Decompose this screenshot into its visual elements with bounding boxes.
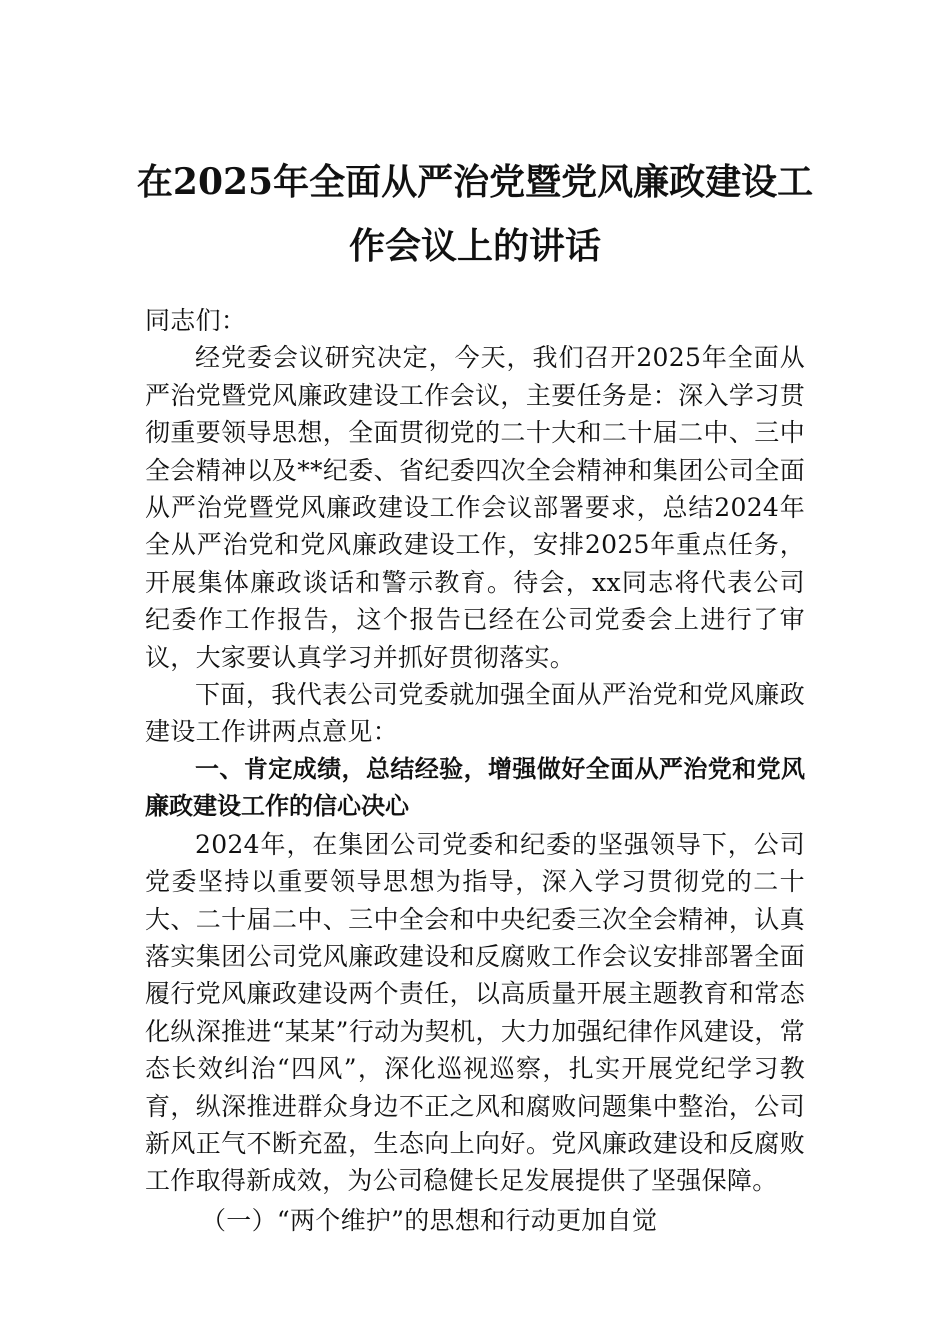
title-line-2: 作会议上的讲话 — [348, 225, 601, 267]
subsection-heading-1: （一）“两个维护”的思想和行动更加自觉 — [201, 1205, 658, 1235]
title-line-1: 在2025年全面从严治党暨党风廉政建设工 — [136, 161, 814, 203]
salutation: 同志们： — [145, 306, 247, 335]
paragraph-achievements: 2024年，在集团公司党委和纪委的坚强领导下，公司党委坚持以重要领导思想为指导，深入学习贯彻党的二十大、二十届二中、三中全会和中央纪委三次全会精神，认真落实集团公司党风廉政建设和反腐败工作会议安排部署全面履行党风廉政建设两个责任，以高质量开展主题教育和常态化纵深推进“某某”行动为契机，大力加强纪律作风建设，常态长效纠治“四风”，深化巡视巡察，扎实开展党纪学习教育，纵深推进群众身边不正之风和腐败问题集中整治，公司新风正气不断充盈，生态向上向好。党风廉政建设和反腐败工作取得新成效，为公司稳健长足发展提供了坚强保障。 — [145, 829, 805, 1196]
paragraph-opening: 经党委会议研究决定，今天，我们召开2025年全面从严治党暨党风廉政建设工作会议，主要任务是：深入学习贯彻重要领导思想，全面贯彻党的二十大和二十届二中、三中全会精神以及**纪委、省纪委四次全会精神和集团公司全面从严治党暨党风廉政建设工作会议部署要求，总结2024年全从严治党和党风廉政建设工作，安排2025年重点任务，开展集体廉政谈话和警示教育。待会，xx同志将代表公司纪委作工作报告，这个报告已经在公司党委会上进行了审议，大家要认真学习并抓好贯彻落实。 — [145, 343, 805, 672]
document-title — [135, 150, 815, 278]
document-body — [136, 150, 814, 1239]
section-heading-1: 一、肯定成绩，总结经验，增强做好全面从严治党和党风廉政建设工作的信心决心 — [145, 754, 805, 821]
paragraph-intro: 下面，我代表公司党委就加强全面从严治党和党风廉政建设工作讲两点意见： — [145, 680, 805, 747]
